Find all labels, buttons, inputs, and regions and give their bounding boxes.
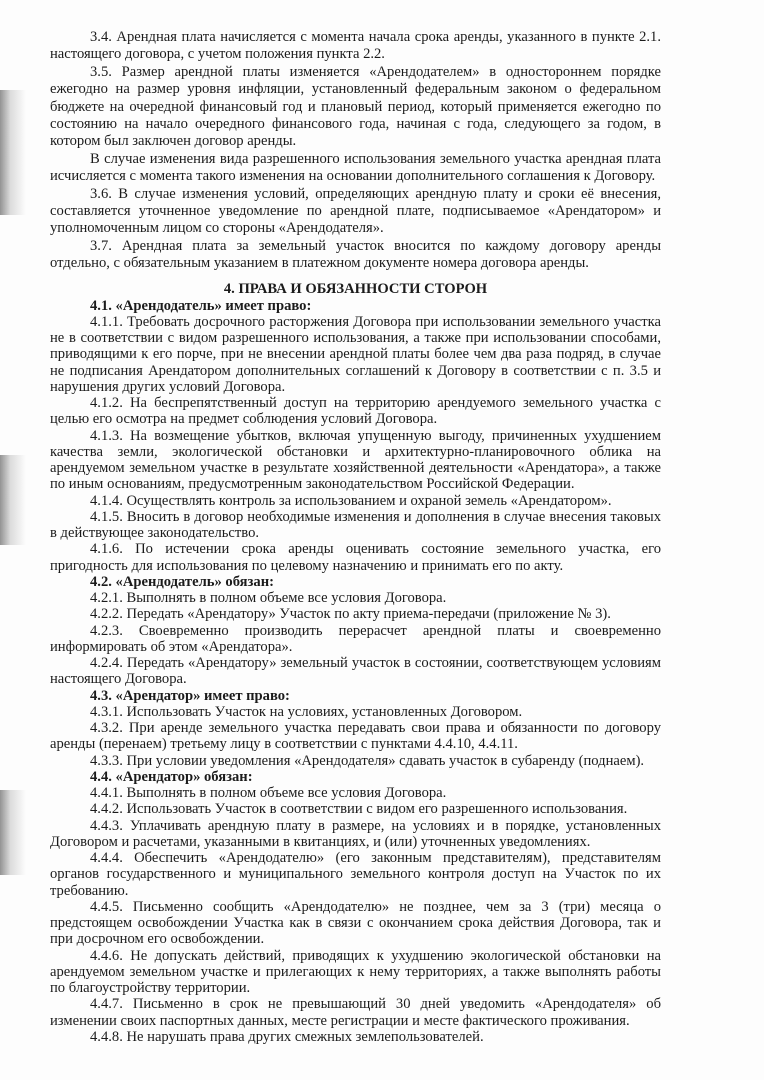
clause: 4.3.2. При аренде земельного участка передавать свои права и обязанности по договору аренды (перенаем) третьему лицу в соответствии с пунктами 4.4.10, 4.4.11. (50, 720, 661, 753)
section-4-title: 4. ПРАВА И ОБЯЗАННОСТИ СТОРОН (223, 280, 488, 297)
clause: 4.1.1. Требовать досрочного расторжения Договора при использовании земельного участка не в соответствии с видом разрешенного использования, а также при использовании способами, приводящими к его порче, при не внесении арендной платы более чем два раза подряд, в случае не подписания Арендатором дополнительных соглашений к Договору в соответствии с п. 3.5 и нарушения других условий Договора. (50, 313, 661, 395)
clause: 4.4.1. Выполнять в полном объеме все условия Договора. (90, 785, 447, 802)
subsection-heading: 4.2. «Арендодатель» обязан: (90, 573, 274, 590)
section-4-rights-obligations (50, 298, 661, 1046)
clause: 4.4.4. Обеспечить «Арендодателю» (его законным представителям), представителям органов государственного и муниципального земельного контроля доступ на Участок по их требованию. (50, 850, 661, 899)
section-3-payment (50, 29, 661, 273)
paragraph: 3.4. Арендная плата начисляется с момента начала срока аренды, указанного в пункте 2.1. настоящего договора, с учетом положения пункта 2.2. (50, 29, 661, 63)
clause: 4.4.5. Письменно сообщить «Арендодателю» не позднее, чем за 3 (три) месяца о предстоящем освобождении Участка как в связи с окончанием срока действия Договора, так и при досрочном его освобождении. (50, 898, 661, 948)
paragraph: 3.7. Арендная плата за земельный участок вносится по каждому договору аренды отдельно, с обязательным указанием в платежном документе номера договора аренды. (50, 237, 661, 272)
clause: 4.4.3. Уплачивать арендную плату в размере, на условиях и в порядке, установленных Договором и расчетами, указанными в квитанциях, и (или) уточненных уведомлениях. (50, 817, 661, 850)
clause: 4.2.3. Своевременно производить перерасчет арендной платы и своевременно информировать об этом «Арендатора». (50, 622, 661, 655)
paragraph: В случае изменения вида разрешенного использования земельного участка арендная плата исчисляется с момента такого изменения на основании дополнительного соглашения к Договору. (50, 150, 661, 185)
clause: 4.1.3. На возмещение убытков, включая упущенную выгоду, причиненных ухудшением качества земли, экологической обстановки и архитектурно-планировочного облика на арендуемом земельном участке в результате хозяйственной деятельности «Арендатора», а также по иным основаниям, предусмотренным законодательством Российской Федерации. (50, 427, 661, 493)
clause: 4.1.2. На беспрепятственный доступ на территорию арендуемого земельного участка с целью его осмотра на предмет соблюдения условий Договора. (50, 395, 661, 428)
clause: 4.2.4. Передать «Арендатору» земельный участок в состоянии, соответствующем условиям настоящего Договора. (50, 655, 661, 688)
paragraph: 3.6. В случае изменения условий, определяющих арендную плату и сроки её внесения, составляется уточненное уведомление по арендной плате, подписываемое «Арендатором» и уполномоченным лицом со стороны «Арендодателя». (50, 185, 661, 237)
clause: 4.4.2. Использовать Участок в соответствии с видом его разрешенного использования. (90, 801, 628, 818)
scan-edge-shadow (0, 90, 26, 215)
subsection-heading: 4.4. «Арендатор» обязан: (90, 768, 253, 785)
clause: 4.1.5. Вносить в договор необходимые изменения и дополнения в случае внесения таковых в действующее законодательство. (50, 508, 661, 542)
clause: 4.3.3. При условии уведомления «Арендодателя» сдавать участок в субаренду (поднаем). (90, 752, 645, 769)
clause: 4.1.6. По истечении срока аренды оценивать состояние земельного участка, его пригодность для использования по целевому назначению и принимать его по акту. (50, 541, 661, 574)
subsection-heading: 4.1. «Арендодатель» имеет право: (90, 297, 312, 314)
subsection-heading: 4.3. «Арендатор» имеет право: (90, 687, 290, 704)
clause: 4.3.1. Использовать Участок на условиях, установленных Договором. (90, 703, 523, 720)
clause: 4.2.1. Выполнять в полном объеме все условия Договора. (90, 590, 447, 607)
scan-edge-shadow (0, 455, 26, 545)
document-page (50, 29, 661, 1045)
clause: 4.4.6. Не допускать действий, приводящих к ухудшению экологической обстановки на арендуемом земельном участке и прилегающих к нему территориях, а также выполнять работы по благоустройству территории. (50, 947, 661, 997)
scan-edge-shadow (0, 790, 26, 875)
clause: 4.2.2. Передать «Арендатору» Участок по акту приема-передачи (приложение № 3). (90, 606, 611, 623)
paragraph: 3.5. Размер арендной платы изменяется «Арендодателем» в одностороннем порядке ежегодно на размер уровня инфляции, установленный федеральным законом о федеральном бюджете на очередной финансовый год и плановый период, который применяется ежегодно по состоянию на начало очередного финансового года, начиная с года, следующего за годом, в котором был заключен договор аренды. (50, 63, 661, 150)
clause: 4.4.7. Письменно в срок не превышающий 30 дней уведомить «Арендодателя» об изменении своих паспортных данных, месте регистрации и месте фактического проживания. (50, 996, 661, 1029)
clause: 4.1.4. Осуществлять контроль за использованием и охраной земель «Арендатором». (90, 492, 612, 509)
clause: 4.4.8. Не нарушать права других смежных землепользователей. (90, 1028, 484, 1045)
